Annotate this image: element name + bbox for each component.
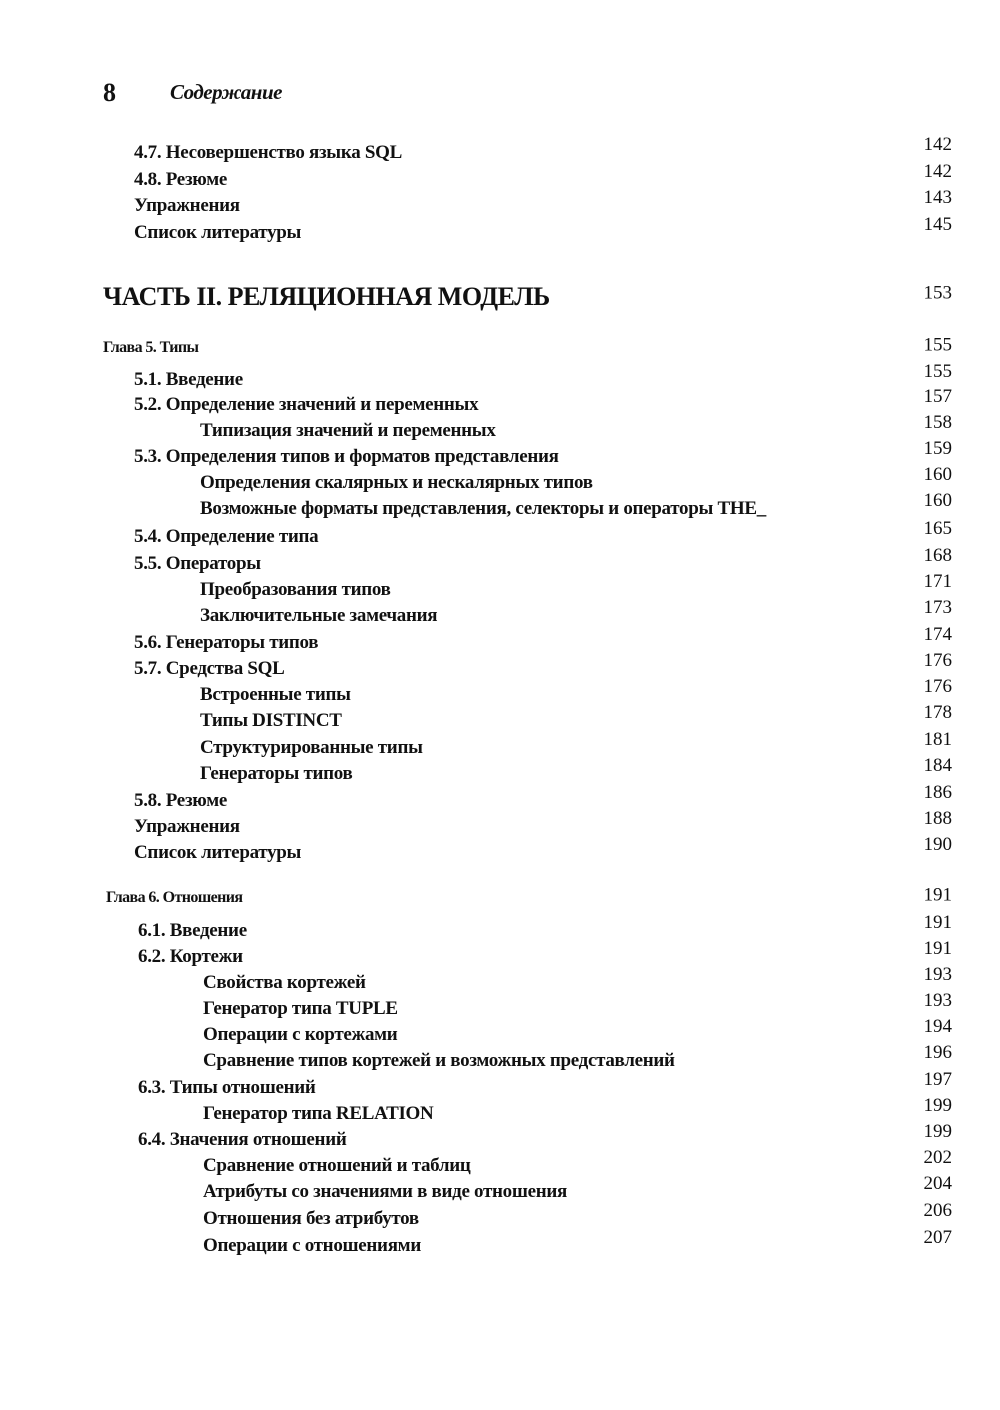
- page-ref: 168: [923, 545, 952, 567]
- section-title: Преобразования типов: [200, 578, 391, 600]
- section-title: Типы DISTINCT: [200, 709, 342, 731]
- page-ref: 204: [923, 1173, 952, 1195]
- section-title: Сравнение типов кортежей и возможных представлений: [203, 1049, 675, 1071]
- section-title: 5.8. Резюме: [134, 789, 228, 811]
- page-ref: 202: [923, 1147, 952, 1169]
- page-ref: 186: [923, 782, 952, 804]
- page-ref: 197: [923, 1069, 952, 1091]
- section-title: 5.6. Генераторы типов: [134, 631, 319, 653]
- page-ref: 191: [923, 912, 952, 934]
- page-ref: 193: [923, 964, 952, 986]
- section-title: Атрибуты со значениями в виде отношения: [203, 1180, 568, 1202]
- chapter-title: Глава 5. Типы: [103, 339, 199, 357]
- page-ref: 173: [923, 597, 952, 619]
- section-title: Отношения без атрибутов: [203, 1207, 419, 1229]
- page-ref: 207: [923, 1227, 952, 1249]
- section-title: Список литературы: [134, 221, 302, 243]
- section-title: 6.4. Значения отношений: [138, 1128, 347, 1150]
- section-title: Операции с отношениями: [203, 1234, 421, 1256]
- page-ref: 181: [923, 729, 952, 751]
- section-title: Заключительные замечания: [200, 604, 438, 626]
- page-ref: 174: [923, 624, 952, 646]
- page-ref: 153: [923, 282, 952, 304]
- section-title: Типизация значений и переменных: [200, 419, 496, 441]
- page-ref: 194: [923, 1016, 952, 1038]
- page-ref: 143: [923, 187, 952, 209]
- page-ref: 196: [923, 1042, 952, 1064]
- section-title: Определения скалярных и нескалярных типов: [200, 471, 593, 493]
- section-title: 6.3. Типы отношений: [138, 1076, 316, 1098]
- section-title: 4.7. Несовершенство языка SQL: [134, 141, 402, 163]
- section-title: Генераторы типов: [200, 762, 353, 784]
- section-title: 5.2. Определение значений и переменных: [134, 393, 479, 415]
- page-ref: 171: [923, 571, 952, 593]
- page-ref: 178: [923, 702, 952, 724]
- section-title: Упражнения: [134, 194, 240, 216]
- section-title: 5.4. Определение типа: [134, 525, 319, 547]
- section-title: Операции с кортежами: [203, 1023, 398, 1045]
- section-title: Свойства кортежей: [203, 971, 366, 993]
- page-ref: 165: [923, 518, 952, 540]
- page-ref: 176: [923, 650, 952, 672]
- chapter-title: Глава 6. Отношения: [106, 889, 243, 907]
- page-ref: 188: [923, 808, 952, 830]
- page-ref: 160: [923, 490, 952, 512]
- section-title: 5.7. Средства SQL: [134, 657, 285, 679]
- page-ref: 155: [923, 334, 952, 356]
- section-title: Генератор типа RELATION: [203, 1102, 434, 1124]
- section-title: 5.1. Введение: [134, 368, 243, 390]
- page-ref: 145: [923, 214, 952, 236]
- page-ref: 190: [923, 834, 952, 856]
- page-ref: 184: [923, 755, 952, 777]
- page-ref: 191: [923, 938, 952, 960]
- page-ref: 155: [923, 361, 952, 383]
- page-ref: 160: [923, 464, 952, 486]
- section-title: Упражнения: [134, 815, 240, 837]
- section-title: Сравнение отношений и таблиц: [203, 1154, 471, 1176]
- section-title: 5.3. Определения типов и форматов представления: [134, 445, 559, 467]
- section-title: Генератор типа TUPLE: [203, 997, 398, 1019]
- section-title: Возможные форматы представления, селекторы и операторы THE_: [200, 497, 766, 519]
- page-ref: 199: [923, 1121, 952, 1143]
- part-title: ЧАСТЬ II. РЕЛЯЦИОННАЯ МОДЕЛЬ: [103, 282, 550, 311]
- page-ref: 206: [923, 1200, 952, 1222]
- running-title: Содержание: [170, 80, 282, 104]
- section-title: 5.5. Операторы: [134, 552, 261, 574]
- page-ref: 157: [923, 386, 952, 408]
- section-title: Встроенные типы: [200, 683, 351, 705]
- page-ref: 199: [923, 1095, 952, 1117]
- section-title: Структурированные типы: [200, 736, 423, 758]
- section-title: 4.8. Резюме: [134, 168, 228, 190]
- page-ref: 159: [923, 438, 952, 460]
- page-number: 8: [103, 78, 116, 107]
- page-ref: 191: [923, 884, 952, 906]
- page-ref: 142: [923, 134, 952, 156]
- page-ref: 193: [923, 990, 952, 1012]
- section-title: Список литературы: [134, 841, 302, 863]
- section-title: 6.2. Кортежи: [138, 945, 243, 967]
- page-ref: 142: [923, 161, 952, 183]
- page-ref: 176: [923, 676, 952, 698]
- section-title: 6.1. Введение: [138, 919, 247, 941]
- page-ref: 158: [923, 412, 952, 434]
